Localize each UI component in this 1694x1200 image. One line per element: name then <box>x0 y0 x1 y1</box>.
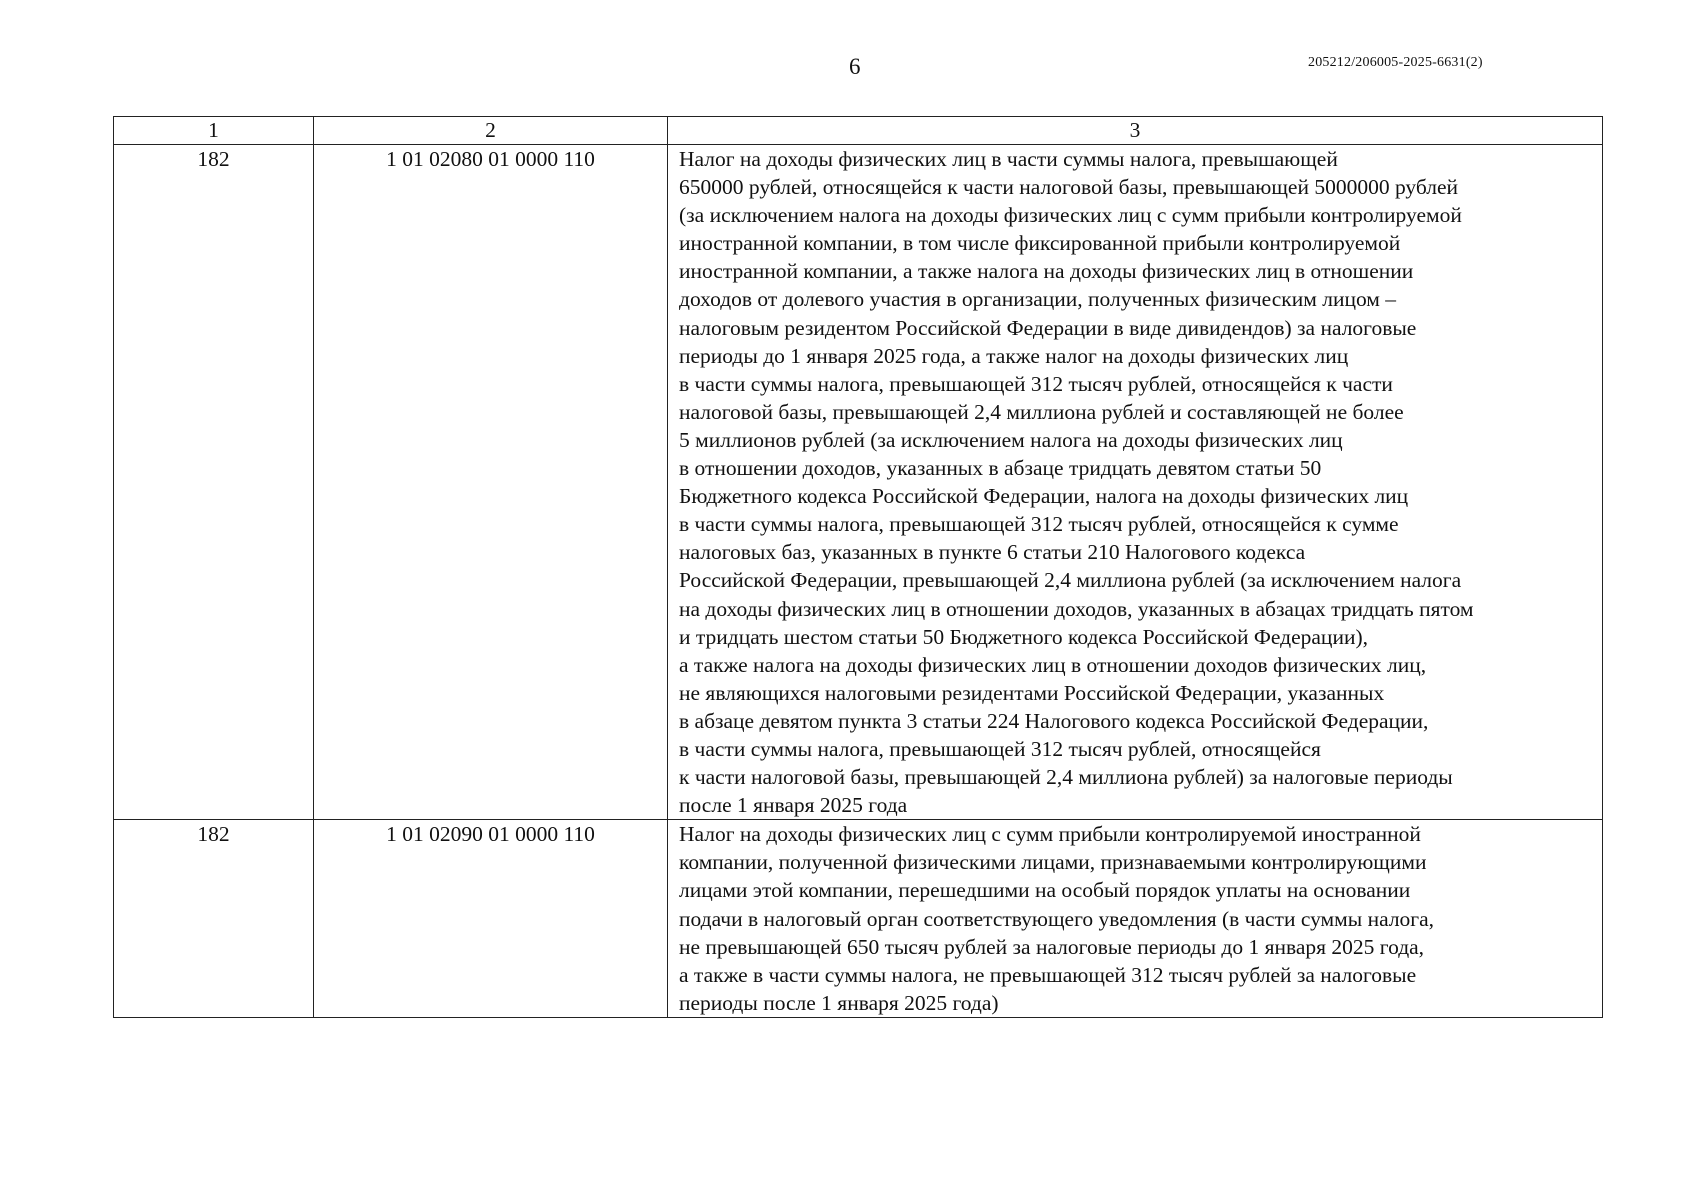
description-line: налоговой базы, превышающей 2,4 миллиона рублей и составляющей не более <box>679 399 1404 424</box>
description-line: в отношении доходов, указанных в абзаце тридцать девятом статьи 50 <box>679 456 1322 481</box>
description-line: 5 миллионов рублей (за исключением налога на доходы физических лиц <box>679 427 1343 452</box>
description-cell <box>668 145 1603 820</box>
description-line: иностранной компании, в том числе фиксированной прибыли контролируемой <box>679 231 1401 256</box>
column-header-3: 3 <box>668 117 1603 145</box>
table-row <box>114 820 1603 1018</box>
column-header-1: 1 <box>114 117 314 145</box>
description-line: в части суммы налога, превышающей 312 тысяч рублей, относящейся к сумме <box>679 512 1399 537</box>
description-line: а также налога на доходы физических лиц в отношении доходов физических лиц, <box>679 652 1427 677</box>
description-line: 650000 рублей, относящейся к части налоговой базы, превышающей 5000000 рублей <box>679 175 1459 200</box>
description-line: подачи в налоговый орган соответствующего уведомления (в части суммы налога, <box>679 906 1435 931</box>
description-line: налоговых баз, указанных в пункте 6 статьи 210 Налогового кодекса <box>679 540 1306 565</box>
description-line: в абзаце девятом пункта 3 статьи 224 Налогового кодекса Российской Федерации, <box>679 708 1429 733</box>
description-line: компании, полученной физическими лицами, признаваемыми контролирующими <box>679 850 1427 875</box>
description-line: иностранной компании, а также налога на доходы физических лиц в отношении <box>679 259 1414 284</box>
admin-code-cell: 182 <box>114 145 314 820</box>
description-line: и тридцать шестом статьи 50 Бюджетного кодекса Российской Федерации), <box>679 624 1368 649</box>
description-line: (за исключением налога на доходы физических лиц с сумм прибыли контролируемой <box>679 203 1462 228</box>
description-line: лицами этой компании, перешедшими на особый порядок уплаты на основании <box>679 878 1411 903</box>
description-line: Налог на доходы физических лиц с сумм прибыли контролируемой иностранной <box>679 822 1421 847</box>
admin-code-cell: 182 <box>114 820 314 1018</box>
description-line: доходов от долевого участия в организации, полученных физическим лицом – <box>679 287 1397 312</box>
description-cell <box>668 820 1603 1018</box>
column-header-2: 2 <box>314 117 668 145</box>
budget-code-table <box>113 116 1603 1018</box>
page-number: 6 <box>849 54 861 79</box>
description-line: Бюджетного кодекса Российской Федерации, налога на доходы физических лиц <box>679 484 1409 509</box>
document-code: 205212/206005-2025-6631(2) <box>1308 55 1483 70</box>
description-line: налоговым резидентом Российской Федерации в виде дивидендов) за налоговые <box>679 315 1417 340</box>
description-line: а также в части суммы налога, не превышающей 312 тысяч рублей за налоговые <box>679 962 1417 987</box>
description-line: не являющихся налоговыми резидентами Российской Федерации, указанных <box>679 680 1385 705</box>
description-line: на доходы физических лиц в отношении доходов, указанных в абзацах тридцать пятом <box>679 596 1474 621</box>
description-line: после 1 января 2025 года <box>679 793 908 818</box>
kbk-code-cell: 1 01 02090 01 0000 110 <box>314 820 668 1018</box>
kbk-code-cell: 1 01 02080 01 0000 110 <box>314 145 668 820</box>
description-line: в части суммы налога, превышающей 312 тысяч рублей, относящейся <box>679 736 1321 761</box>
table-header-row <box>114 117 1603 145</box>
description-line: Российской Федерации, превышающей 2,4 миллиона рублей (за исключением налога <box>679 568 1462 593</box>
description-line: не превышающей 650 тысяч рублей за налоговые периоды до 1 января 2025 года, <box>679 934 1425 959</box>
description-line: Налог на доходы физических лиц в части суммы налога, превышающей <box>679 147 1338 171</box>
description-line: в части суммы налога, превышающей 312 тысяч рублей, относящейся к части <box>679 371 1393 396</box>
description-line: к части налоговой базы, превышающей 2,4 миллиона рублей) за налоговые периоды <box>679 765 1453 790</box>
description-line: периоды до 1 января 2025 года, а также налог на доходы физических лиц <box>679 343 1349 368</box>
table-row <box>114 145 1603 820</box>
description-line: периоды после 1 января 2025 года) <box>679 990 999 1015</box>
